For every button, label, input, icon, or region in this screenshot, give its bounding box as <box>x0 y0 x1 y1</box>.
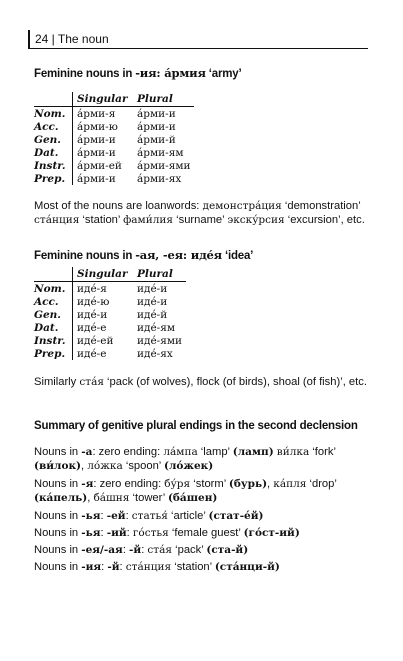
table-header-row <box>34 267 186 282</box>
case-label: Dat. <box>34 321 59 334</box>
summary-line-eya-aya: Nouns in -ея/-ая: -й: ста́я ‘pack’ (ста-й) <box>34 544 249 556</box>
declension-table-armiya <box>34 92 194 185</box>
header-case <box>34 92 73 107</box>
table-row <box>34 159 194 172</box>
heading-feminine-aya-eya <box>34 248 253 262</box>
heading-text: Feminine nouns in <box>34 250 136 262</box>
header-text: 24 | The noun <box>35 32 109 46</box>
singular-form: иде́-и <box>73 308 134 321</box>
header-plural: Plural <box>133 92 194 107</box>
plural-form: иде́-и <box>137 295 168 308</box>
heading-gloss: ‘army’ <box>205 68 242 80</box>
singular-form: а́рми-я <box>73 107 134 121</box>
singular-form: а́рми-и <box>73 146 134 159</box>
table-row <box>34 120 194 133</box>
case-label: Acc. <box>34 295 59 308</box>
plural-form: а́рми-ям <box>137 146 184 159</box>
table-row <box>34 347 186 360</box>
singular-form: а́рми-ей <box>73 159 134 172</box>
header-plural: Plural <box>133 267 186 282</box>
summary-item-ya: Nouns in -я: zero ending: бу́ря ‘storm’ (бурь), ка́пля ‘drop’ (ка́пель), ба́шня ‘tower’ (ба́шен) <box>34 478 337 504</box>
heading-gloss: ‘idea’ <box>221 250 254 262</box>
case-label: Gen. <box>34 308 61 321</box>
paragraph-loanwords: Most of the nouns are loanwords: демонстра́ция ‘demonstration’ ста́нция ‘station’ фами́лия ‘surname’ экску́рсия ‘excursion’, etc. <box>34 200 365 226</box>
singular-form: иде́-ю <box>73 295 134 308</box>
heading-word: а́рмия <box>164 66 206 80</box>
table-row <box>34 308 186 321</box>
header-rule <box>28 48 368 49</box>
plural-form: иде́-ями <box>137 334 183 347</box>
case-label: Instr. <box>34 159 66 172</box>
case-label: Dat. <box>34 146 59 159</box>
case-label: Gen. <box>34 133 61 146</box>
table-row <box>34 107 194 121</box>
singular-form: а́рми-ю <box>73 120 134 133</box>
summary-line-iya: Nouns in -ия: -й: ста́нция ‘station’ (ста́нци-й) <box>34 561 280 573</box>
heading-word: иде́я <box>190 248 222 262</box>
paragraph-similarly: Similarly ста́я ‘pack (of wolves), flock (of birds), shoal (of fish)’, etc. <box>34 376 367 388</box>
case-label: Prep. <box>34 347 66 360</box>
singular-form: иде́-ей <box>73 334 134 347</box>
header-singular: Singular <box>73 267 134 282</box>
plural-form: иде́-й <box>137 308 168 321</box>
case-label: Nom. <box>34 107 66 120</box>
heading-text: Feminine nouns in <box>34 68 136 80</box>
singular-form: иде́-е <box>73 321 134 334</box>
plural-form: иде́-и <box>137 282 168 295</box>
heading-ending: -ия: <box>135 66 165 80</box>
header-bar <box>28 30 30 49</box>
plural-form: а́рми-ями <box>137 159 191 172</box>
case-label: Instr. <box>34 334 66 347</box>
table-row <box>34 146 194 159</box>
case-label: Nom. <box>34 282 66 295</box>
plural-form: иде́-ях <box>137 347 173 360</box>
declension-table-ideya <box>34 267 186 360</box>
table-header-row <box>34 92 194 107</box>
table-row <box>34 295 186 308</box>
case-label: Prep. <box>34 172 66 185</box>
singular-form: а́рми-и <box>73 172 134 185</box>
table-row <box>34 334 186 347</box>
table-row <box>34 133 194 146</box>
plural-form: а́рми-и <box>137 120 176 133</box>
header-case <box>34 267 73 282</box>
plural-form: иде́-ям <box>137 321 176 334</box>
summary-line-ya-iy: Nouns in -ья: -ий: го́стья ‘female guest’ (го́ст-ий) <box>34 527 300 539</box>
plural-form: а́рми-й <box>137 133 176 146</box>
plural-form: а́рми-ях <box>137 172 182 185</box>
plural-form: а́рми-и <box>137 107 176 120</box>
heading-feminine-iya <box>34 66 241 80</box>
singular-form: иде́-я <box>73 282 134 296</box>
heading-summary: Summary of genitive plural endings in the second declension <box>34 420 358 432</box>
singular-form: а́рми-и <box>73 133 134 146</box>
summary-item-a: Nouns in -а: zero ending: ла́мпа ‘lamp’ (ламп) ви́лка ‘fork’ (ви́лок), ло́жка ‘spoon’ (ло́жек) <box>34 446 336 472</box>
table-row <box>34 172 194 185</box>
summary-line-ya-ey: Nouns in -ья: -ей: статья́ ‘article’ (стат-е́й) <box>34 510 264 522</box>
heading-ending: -ая, -ея: <box>135 248 191 262</box>
singular-form: иде́-е <box>73 347 134 360</box>
table-row <box>34 282 186 296</box>
header-singular: Singular <box>73 92 134 107</box>
table-row <box>34 321 186 334</box>
case-label: Acc. <box>34 120 59 133</box>
